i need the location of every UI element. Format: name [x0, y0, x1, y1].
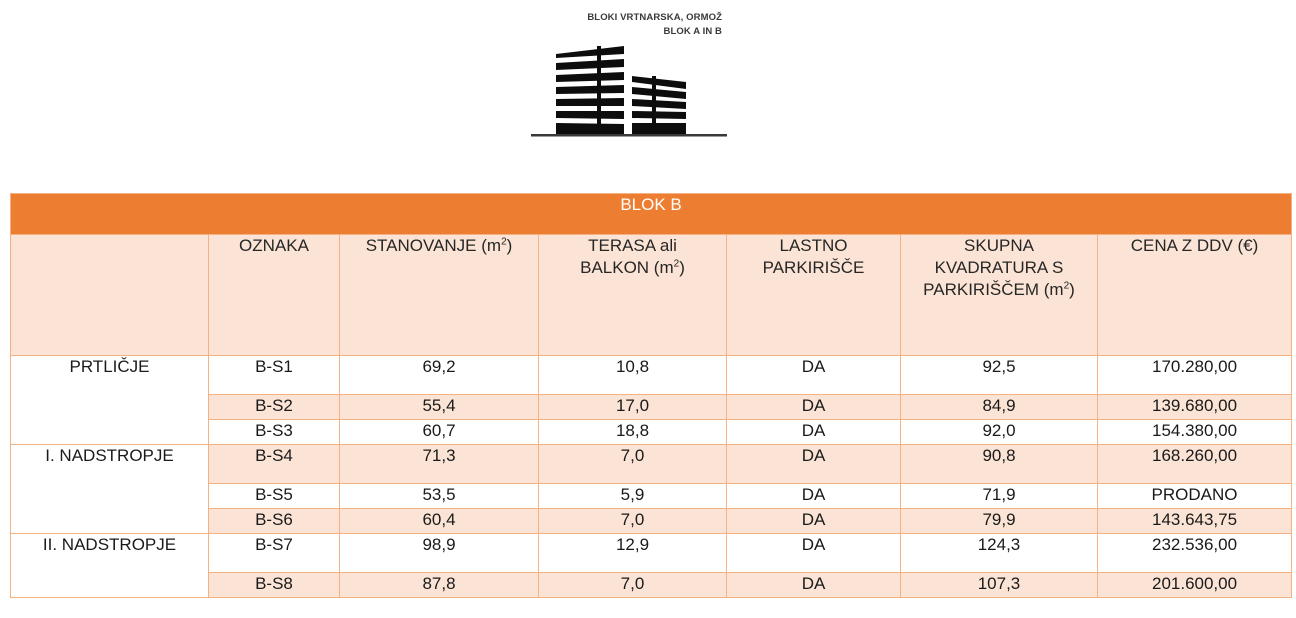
cell-cena: 139.680,00: [1098, 395, 1292, 420]
cell-cena: 168.260,00: [1098, 445, 1292, 484]
cell-terasa: 10,8: [539, 356, 727, 395]
project-subtitle: BLOK A IN B: [663, 26, 722, 37]
header-stanovanje: STANOVANJE $(m^2)$: [340, 235, 539, 356]
cell-parkirisce: DA: [727, 484, 901, 509]
cell-terasa: 12,9: [539, 534, 727, 573]
cell-cena: 232.536,00: [1098, 534, 1292, 573]
header-empty: [11, 235, 209, 356]
cell-stanovanje: 53,5: [340, 484, 539, 509]
cell-oznaka: B-S8: [209, 573, 340, 598]
cell-stanovanje: 69,2: [340, 356, 539, 395]
cell-stanovanje: 87,8: [340, 573, 539, 598]
cell-cena: PRODANO: [1098, 484, 1292, 509]
project-heading: [540, 11, 722, 39]
cell-stanovanje: 60,4: [340, 509, 539, 534]
cell-terasa: 7,0: [539, 509, 727, 534]
table-row: [11, 534, 1292, 573]
header-skupna: SKUPNA KVADRATURA S PARKIRIŠČEM $(m^2)$: [901, 235, 1098, 356]
cell-oznaka: B-S1: [209, 356, 340, 395]
cell-skupna: 71,9: [901, 484, 1098, 509]
cell-stanovanje: 71,3: [340, 445, 539, 484]
cell-skupna: 92,0: [901, 420, 1098, 445]
cell-skupna: 107,3: [901, 573, 1098, 598]
cell-terasa: 18,8: [539, 420, 727, 445]
cell-stanovanje: 55,4: [340, 395, 539, 420]
header-cena: CENA Z DDV (€): [1098, 235, 1292, 356]
header-parkirisce: LASTNO PARKIRIŠČE: [727, 235, 901, 356]
cell-stanovanje: 60,7: [340, 420, 539, 445]
group-prtlicje: PRTLIČJE: [11, 356, 209, 445]
cell-parkirisce: DA: [727, 356, 901, 395]
group-i-nadstropje: I. NADSTROPJE: [11, 445, 209, 534]
building-logo-icon: [528, 42, 728, 140]
cell-terasa: 7,0: [539, 573, 727, 598]
cell-skupna: 90,8: [901, 445, 1098, 484]
cell-skupna: 124,3: [901, 534, 1098, 573]
cell-oznaka: B-S7: [209, 534, 340, 573]
cell-skupna: 84,9: [901, 395, 1098, 420]
cell-cena: 143.643,75: [1098, 509, 1292, 534]
cell-terasa: 7,0: [539, 445, 727, 484]
cell-skupna: 79,9: [901, 509, 1098, 534]
cell-oznaka: B-S5: [209, 484, 340, 509]
cell-parkirisce: DA: [727, 573, 901, 598]
header-oznaka: OZNAKA: [209, 235, 340, 356]
cell-oznaka: B-S6: [209, 509, 340, 534]
cell-cena: 201.600,00: [1098, 573, 1292, 598]
table-row: [11, 445, 1292, 484]
header-terasa: TERASA ali BALKON $(m^2)$: [539, 235, 727, 356]
cell-parkirisce: DA: [727, 445, 901, 484]
cell-terasa: 17,0: [539, 395, 727, 420]
table-title: BLOK B: [11, 194, 1292, 235]
header-row: [11, 235, 1292, 356]
cell-skupna: 92,5: [901, 356, 1098, 395]
group-ii-nadstropje: II. NADSTROPJE: [11, 534, 209, 598]
cell-oznaka: B-S2: [209, 395, 340, 420]
price-table: [10, 193, 1292, 598]
cell-parkirisce: DA: [727, 509, 901, 534]
cell-parkirisce: DA: [727, 420, 901, 445]
cell-cena: 154.380,00: [1098, 420, 1292, 445]
cell-parkirisce: DA: [727, 395, 901, 420]
cell-oznaka: B-S4: [209, 445, 340, 484]
table-row: [11, 356, 1292, 395]
cell-stanovanje: 98,9: [340, 534, 539, 573]
project-title: BLOKI VRTNARSKA, ORMOŽ: [587, 12, 722, 23]
cell-cena: 170.280,00: [1098, 356, 1292, 395]
cell-oznaka: B-S3: [209, 420, 340, 445]
cell-parkirisce: DA: [727, 534, 901, 573]
cell-terasa: 5,9: [539, 484, 727, 509]
